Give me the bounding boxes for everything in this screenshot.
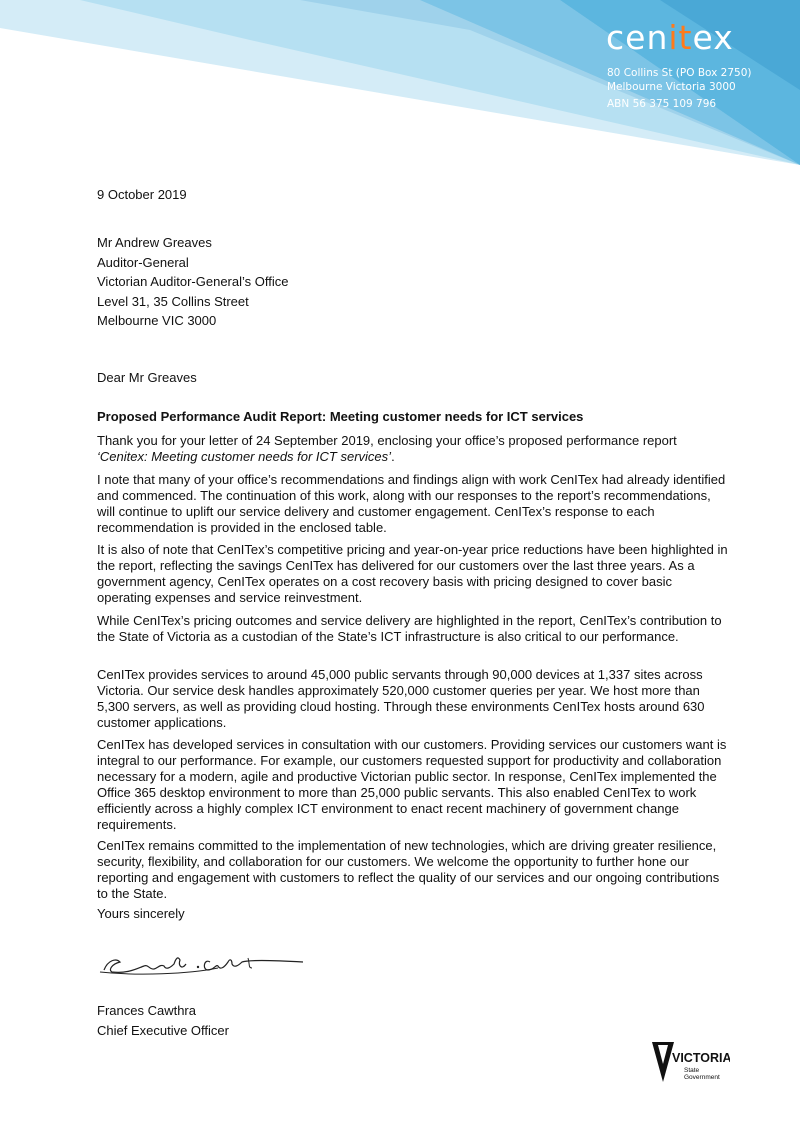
logo-highlight: it [668,18,693,57]
vic-logo-government: Government [684,1074,720,1081]
signature-block [97,1001,229,1041]
paragraph-3: It is also of note that CenITex’s competitive pricing and year-on-year price reductions have been highlighted in the report, reflecting the savings CenITex has delivered for our customers over the last three years. As a government agency, CenITex operates on a cost recovery basis with pricing designed to cover basic operating expenses and service reinvestment. [97,542,728,605]
recipient-line: Level 31, 35 Collins Street [97,293,249,309]
signer-name: Frances Cawthra [97,1003,196,1018]
recipient-line: Melbourne VIC 3000 [97,313,217,328]
signer-title: Chief Executive Officer [97,1023,229,1038]
letter-date: 9 October 2019 [97,187,187,202]
logo-suffix: ex [692,18,734,57]
recipient-line: Mr Andrew Greaves [97,235,212,250]
paragraph-1-end: . [391,449,395,464]
paragraph-6: CenITex has developed services in consultation with our customers. Providing services our customers want is integral to our performance. For example, our customers requested support for productivity and collaboration necessary for a modern, agile and productive Victorian public sector. In response, CenITex implemented the Office 365 desktop environment to more than 25,000 public servants. This also enabled CenITex to work efficiently across a highly complex ICT environment to enact recent machinery of government change requirements. [97,737,727,832]
company-address [607,66,752,111]
recipient-line: Auditor-General [97,254,189,270]
recipient-line: Victorian Auditor-General’s Office [97,274,289,289]
paragraph-1-text: Thank you for your letter of 24 September 2019, enclosing your office’s proposed performance report [97,433,677,448]
subject-line: Proposed Performance Audit Report: Meeting customer needs for ICT services [97,409,584,424]
vic-logo-title: VICTORIA [672,1051,730,1065]
closing: Yours sincerely [97,906,185,921]
salutation: Dear Mr Greaves [97,370,197,385]
victoria-logo-mark [650,1040,730,1085]
paragraph-7: CenITex remains committed to the implementation of new technologies, which are driving greater resilience, security, flexibility, and collaboration for our customers. We welcome the opportunity to further hone our reporting and engagement with customers to reflect the quality of our services and our ongoing contributions to the State. [97,838,720,901]
cenitex-logo [606,18,734,58]
address-line-2: Melbourne Victoria 3000 [607,81,736,93]
victoria-state-government-logo [650,1040,730,1090]
paragraph-2: I note that many of your office’s recommendations and findings align with work CenITex had already identified and commenced. The continuation of this work, along with our responses to the report’s recommendations, will continue to uplift our service delivery and customer engagement. CenITex’s response to each recommendation is provided in the enclosed table. [97,472,726,535]
report-title: ‘Cenitex: Meeting customer needs for ICT services’ [97,449,392,464]
address-line-1: 80 Collins St (PO Box 2750) [607,67,752,79]
paragraph-1 [97,433,729,465]
paragraph-4: While CenITex’s pricing outcomes and service delivery are highlighted in the report, CenITex’s contribution to the State of Victoria as a custodian of the State’s ICT infrastructure is also critical to our performance. [97,613,722,644]
abn-number: ABN 56 375 109 796 [607,98,717,110]
recipient-address [97,233,289,331]
vic-logo-state: State [684,1067,700,1074]
logo-prefix: cen [606,18,669,57]
signature-image [98,950,308,980]
paragraph-5: CenITex provides services to around 45,000 public servants through 90,000 devices at 1,337 sites across Victoria. Our service desk handles approximately 520,000 customer queries per year. We host more than 5,300 servers, as well as providing cloud hosting. Through these environments CenITex hosts around 630 customer applications. [97,667,705,730]
